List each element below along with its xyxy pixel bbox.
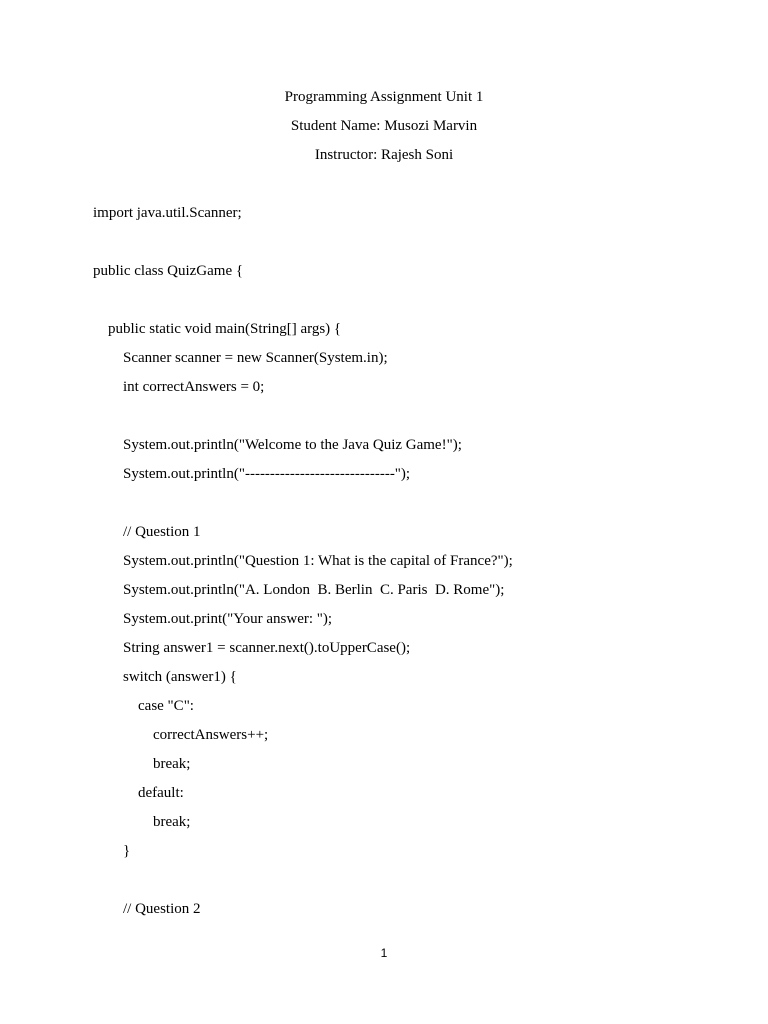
code-line: case "C": [93, 698, 194, 714]
code-line: System.out.print("Your answer: "); [93, 611, 333, 627]
code-line: public class QuizGame { [93, 263, 244, 279]
code-line: default: [93, 785, 184, 801]
code-line: import java.util.Scanner; [93, 205, 242, 221]
code-line: System.out.println("A. London B. Berlin C. Paris D. Rome"); [93, 582, 505, 598]
code-line: // Question 2 [93, 901, 201, 917]
code-line: // Question 1 [93, 524, 201, 540]
code-line: public static void main(String[] args) { [93, 321, 342, 337]
code-line: String answer1 = scanner.next().toUpperCase(); [93, 640, 411, 656]
page-number: 1 [380, 946, 388, 960]
code-line: System.out.println("------------------------------"); [93, 466, 411, 482]
code-line: System.out.println("Question 1: What is the capital of France?"); [93, 553, 513, 569]
code-line: System.out.println("Welcome to the Java Quiz Game!"); [93, 437, 462, 453]
code-line: } [93, 843, 131, 859]
code-line: break; [93, 814, 191, 830]
student-name: Student Name: Musozi Marvin [290, 118, 478, 134]
document-title: Programming Assignment Unit 1 [284, 89, 484, 105]
code-line: int correctAnswers = 0; [93, 379, 265, 395]
code-line: switch (answer1) { [93, 669, 237, 685]
instructor-name: Instructor: Rajesh Soni [314, 147, 454, 163]
code-line: Scanner scanner = new Scanner(System.in); [93, 350, 388, 366]
code-line: break; [93, 756, 191, 772]
code-line: correctAnswers++; [93, 727, 269, 743]
